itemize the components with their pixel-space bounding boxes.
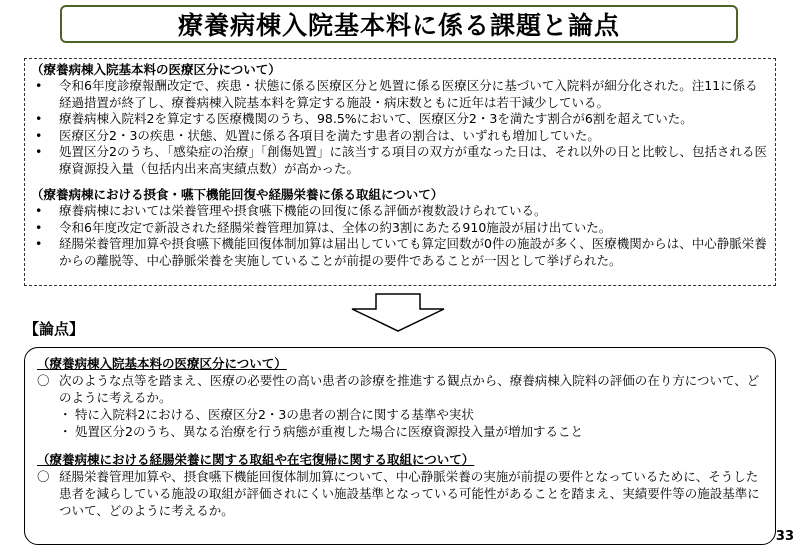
issues-section2-heading: （療養病棟における摂食・嚥下機能回復や経腸栄養に係る取組について） — [31, 187, 444, 202]
title-box — [60, 5, 738, 43]
points-sub-text: 特に入院料2における、医療区分2・3の患者の割合に関する基準や実状 — [75, 407, 474, 422]
points-section1-main-text: 次のような点等を踏まえ、医療の必要性の高い患者の診療を推進する観点から、療養病棟入院料の評価の在り方について、どのように考えるか。 — [59, 373, 760, 405]
page-number: 33 — [775, 529, 794, 544]
points-section2-main-text: 経腸栄養管理加算や、摂食嚥下機能回復体制加算について、中心静脈栄養の実施が前提の要件となっているために、そうした患者を減らしている施設の取組が評価されにくい施設基準となっている可能性があることを踏まえ、実績要件等の施設基準について、どのように考えるか。 — [59, 469, 760, 518]
points-box — [24, 347, 776, 545]
points-section1-sub — [37, 423, 767, 440]
sub-marker: ・ — [59, 424, 72, 439]
sub-marker: ・ — [59, 407, 72, 422]
points-section2-heading: （療養病棟における経腸栄養に関する取組や在宅復帰に関する取組について） — [37, 452, 475, 467]
list-item: • 医療区分2・3の疾患・状態、処置に係る各項目を満たす患者の割合は、いずれも増加していた。 — [33, 128, 767, 145]
list-item: • 経腸栄養管理加算や摂食嚥下機能回復体制加算は届出していても算定回数が0件の施設が多く、医療機関からは、中心静脈栄養からの離脱等、中心静脈栄養を実施していることが前提の要件であることが一因として挙げられた。 — [33, 236, 767, 269]
points-section1-main — [37, 372, 767, 406]
circle-marker: 〇 — [37, 469, 50, 484]
ronten-label: 【論点】 — [24, 320, 85, 338]
list-item: • 療養病棟においては栄養管理や摂食嚥下機能の回復に係る評価が複数設けられている。 — [33, 203, 767, 220]
issues-box — [24, 58, 776, 286]
list-item: • 処置区分2のうち、「感染症の治療」「創傷処置」に該当する項目の双方が重なった日は、それ以外の日と比較し、包括される医療資源投入量（包括内出来高実績点数）が高かった。 — [33, 144, 767, 177]
down-arrow-icon — [348, 293, 448, 333]
points-section2-main — [37, 468, 767, 519]
issues-section1-list — [33, 78, 767, 177]
list-item: • 令和6年度改定で新設された経腸栄養管理加算は、全体の約3割にあたる910施設が届け出ていた。 — [33, 220, 767, 237]
page-title: 療養病棟入院基本料に係る課題と論点 — [177, 11, 620, 40]
list-item: • 令和6年度診療報酬改定で、疾患・状態に係る医療区分と処置に係る医療区分に基づいて入院料が細分化された。注11に係る経過措置が終了し、療養病棟入院基本料を算定する施設・病床数ともに近年は若干減少している。 — [33, 78, 767, 111]
issues-section2-list — [33, 203, 767, 269]
points-sub-text: 処置区分2のうち、異なる治療を行う病態が重複した場合に医療資源投入量が増加すること — [75, 424, 583, 439]
points-section1-sub — [37, 406, 767, 423]
points-section1-heading: （療養病棟入院基本料の医療区分について） — [37, 356, 287, 371]
list-item: • 療養病棟入院料2を算定する医療機関のうち、98.5%において、医療区分2・3を満たす割合が6割を超えていた。 — [33, 111, 767, 128]
circle-marker: 〇 — [37, 373, 50, 388]
issues-section1-heading: （療養病棟入院基本料の医療区分について） — [31, 62, 281, 77]
